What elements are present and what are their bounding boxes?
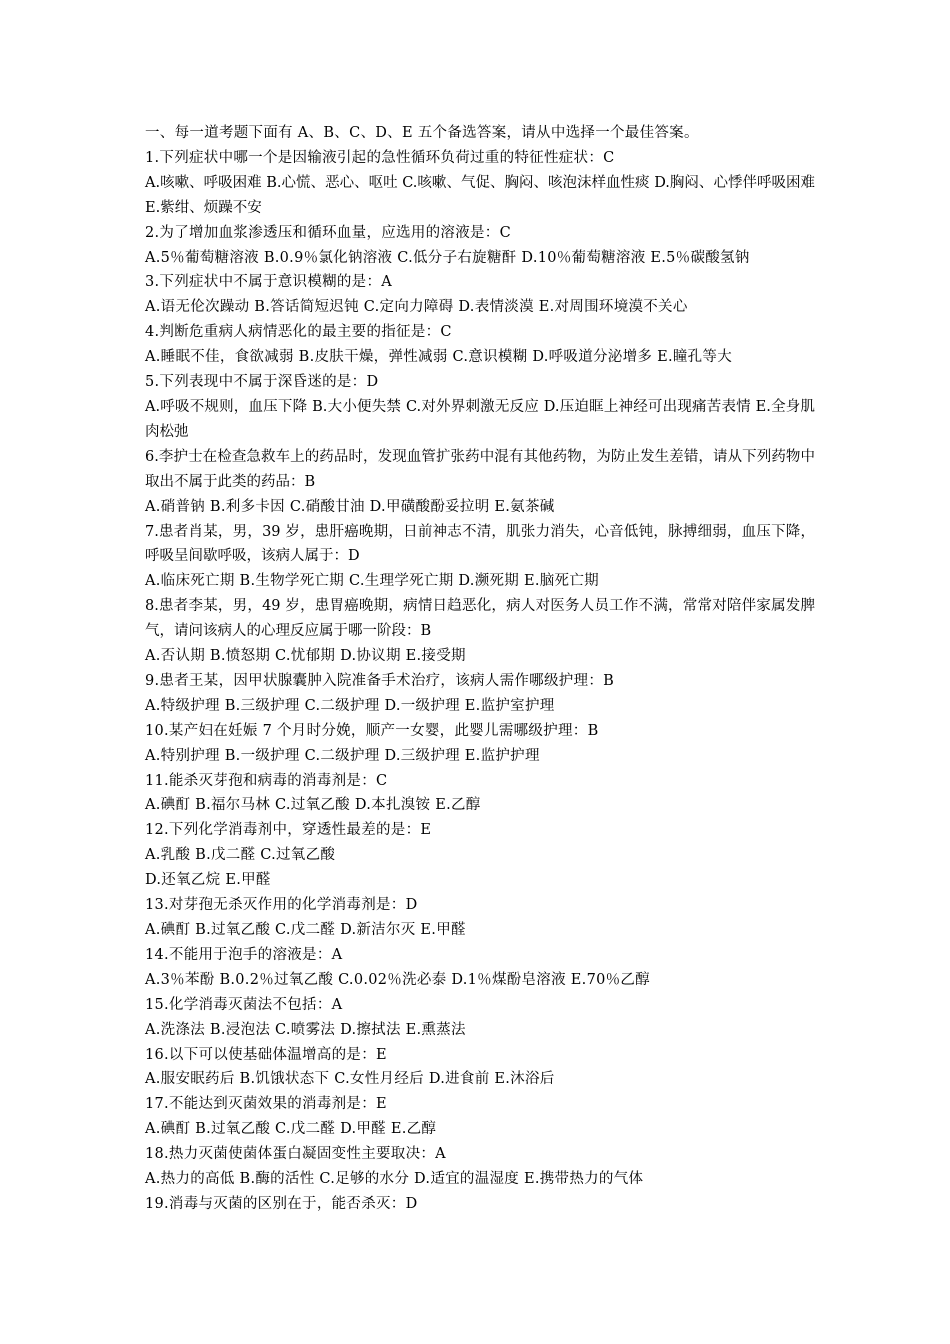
question-3-options: A.语无伦次躁动 B.答话简短迟钝 C.定向力障碍 D.表情淡漠 E.对周围环境漠不关心 (145, 299, 688, 316)
question-18-options: A.热力的高低 B.酶的活性 C.足够的水分 D.适宜的温湿度 E.携带热力的气体 (145, 1171, 644, 1188)
question-7: 7.患者肖某，男，39 岁，患肝癌晚期，日前神志不清，肌张力消失，心音低钝，脉搏细弱，血压下降，呼吸呈间歇呼吸，该病人属于：D (145, 523, 815, 565)
question-10: 10.某产妇在妊娠 7 个月时分娩，顺产一女婴，此婴儿需哪级护理：B (145, 722, 599, 739)
question-2: 2.为了增加血浆渗透压和循环血量，应选用的溶液是：C (145, 224, 511, 241)
question-4: 4.判断危重病人病情恶化的最主要的指征是：C (145, 324, 452, 341)
question-14: 14.不能用于泡手的溶液是：A (145, 946, 343, 963)
question-13-options: A.碘酊 B.过氧乙酸 C.戊二醛 D.新洁尔灭 E.甲醛 (145, 922, 466, 938)
question-10-options: A.特别护理 B.一级护理 C.二级护理 D.三级护理 E.监护护理 (145, 747, 540, 764)
question-11: 11.能杀灭芽孢和病毒的消毒剂是：C (145, 772, 388, 789)
question-17: 17.不能达到灭菌效果的消毒剂是：E (145, 1096, 387, 1113)
question-3: 3.下列症状中不属于意识模糊的是：A (145, 274, 393, 291)
question-16-options: A.服安眠药后 B.饥饿状态下 C.女性月经后 D.进食前 E.沐浴后 (145, 1071, 555, 1088)
section-instruction: 一、每一道考题下面有 A、B、C、D、E 五个备选答案，请从中选择一个最佳答案。 (145, 125, 699, 141)
question-18: 18.热力灭菌使菌体蛋白凝固变性主要取决：A (145, 1146, 446, 1163)
question-12-options-a: A.乳酸 B.戊二醛 C.过氧乙酸 (145, 847, 336, 864)
question-1: 1.下列症状中哪一个是因输液引起的急性循环负荷过重的特征性症状：C (145, 149, 615, 166)
question-13: 13.对芽孢无杀灭作用的化学消毒剂是：D (145, 897, 418, 914)
question-15-options: A.洗涤法 B.浸泡法 C.喷雾法 D.擦拭法 E.熏蒸法 (145, 1021, 466, 1038)
question-14-options: A.3％苯酚 B.0.2％过氧乙酸 C.0.02％洗必泰 D.1％煤酚皂溶液 E.70％乙醇 (145, 971, 650, 988)
question-8: 8.患者李某，男，49 岁，患胃癌晚期，病情日趋恶化，病人对医务人员工作不满，常常对陪伴家属发脾气，请问该病人的心理反应属于哪一阶段：B (145, 598, 815, 640)
document-page (145, 121, 815, 1217)
question-9-options: A.特级护理 B.三级护理 C.二级护理 D.一级护理 E.监护室护理 (145, 697, 555, 714)
question-2-options: A.5％葡萄糖溶液 B.0.9％氯化钠溶液 C.低分子右旋糖酐 D.10％葡萄糖溶液 E.5％碳酸氢钠 (145, 249, 750, 266)
question-4-options: A.睡眠不佳，食欲减弱 B.皮肤干燥，弹性减弱 C.意识模糊 D.呼吸道分泌增多 E.瞳孔等大 (145, 349, 733, 366)
question-9: 9.患者王某，因甲状腺囊肿入院准备手术治疗，该病人需作哪级护理：B (145, 672, 615, 689)
question-11-options: A.碘酊 B.福尔马林 C.过氧乙酸 D.本扎溴铵 E.乙醇 (145, 797, 481, 814)
question-5-options: A.呼吸不规则，血压下降 B.大小便失禁 C.对外界刺激无反应 D.压迫眶上神经可出现痛苦表情 E.全身肌肉松弛 (145, 398, 815, 440)
question-15: 15.化学消毒灭菌法不包括：A (145, 996, 343, 1013)
question-17-options: A.碘酊 B.过氧乙酸 C.戊二醛 D.甲醛 E.乙醇 (145, 1121, 437, 1138)
question-8-options: A.否认期 B.愤怒期 C.忧郁期 D.协议期 E.接受期 (145, 648, 466, 665)
question-12: 12.下列化学消毒剂中，穿透性最差的是：E (145, 822, 432, 839)
question-1-options: A.咳嗽、呼吸困难 B.心慌、恶心、呕吐 C.咳嗽、气促、胸闷、咳泡沫样血性痰 D.胸闷、心悸伴呼吸困难 E.紫绀、烦躁不安 (145, 174, 815, 216)
question-12-options-b: D.还氧乙烷 E.甲醛 (145, 872, 271, 889)
question-6-options: A.硝普钠 B.利多卡因 C.硝酸甘油 D.甲磺酸酚妥拉明 E.氨茶碱 (145, 498, 555, 515)
question-5: 5.下列表现中不属于深昏迷的是：D (145, 374, 379, 391)
question-16: 16.以下可以使基础体温增高的是：E (145, 1046, 387, 1063)
question-7-options: A.临床死亡期 B.生物学死亡期 C.生理学死亡期 D.濒死期 E.脑死亡期 (145, 573, 599, 590)
question-19: 19.消毒与灭菌的区别在于，能否杀灭：D (145, 1195, 418, 1212)
question-6: 6.李护士在检查急救车上的药品时，发现血管扩张药中混有其他药物，为防止发生差错，请从下列药物中取出不属于此类的药品：B (145, 448, 815, 490)
